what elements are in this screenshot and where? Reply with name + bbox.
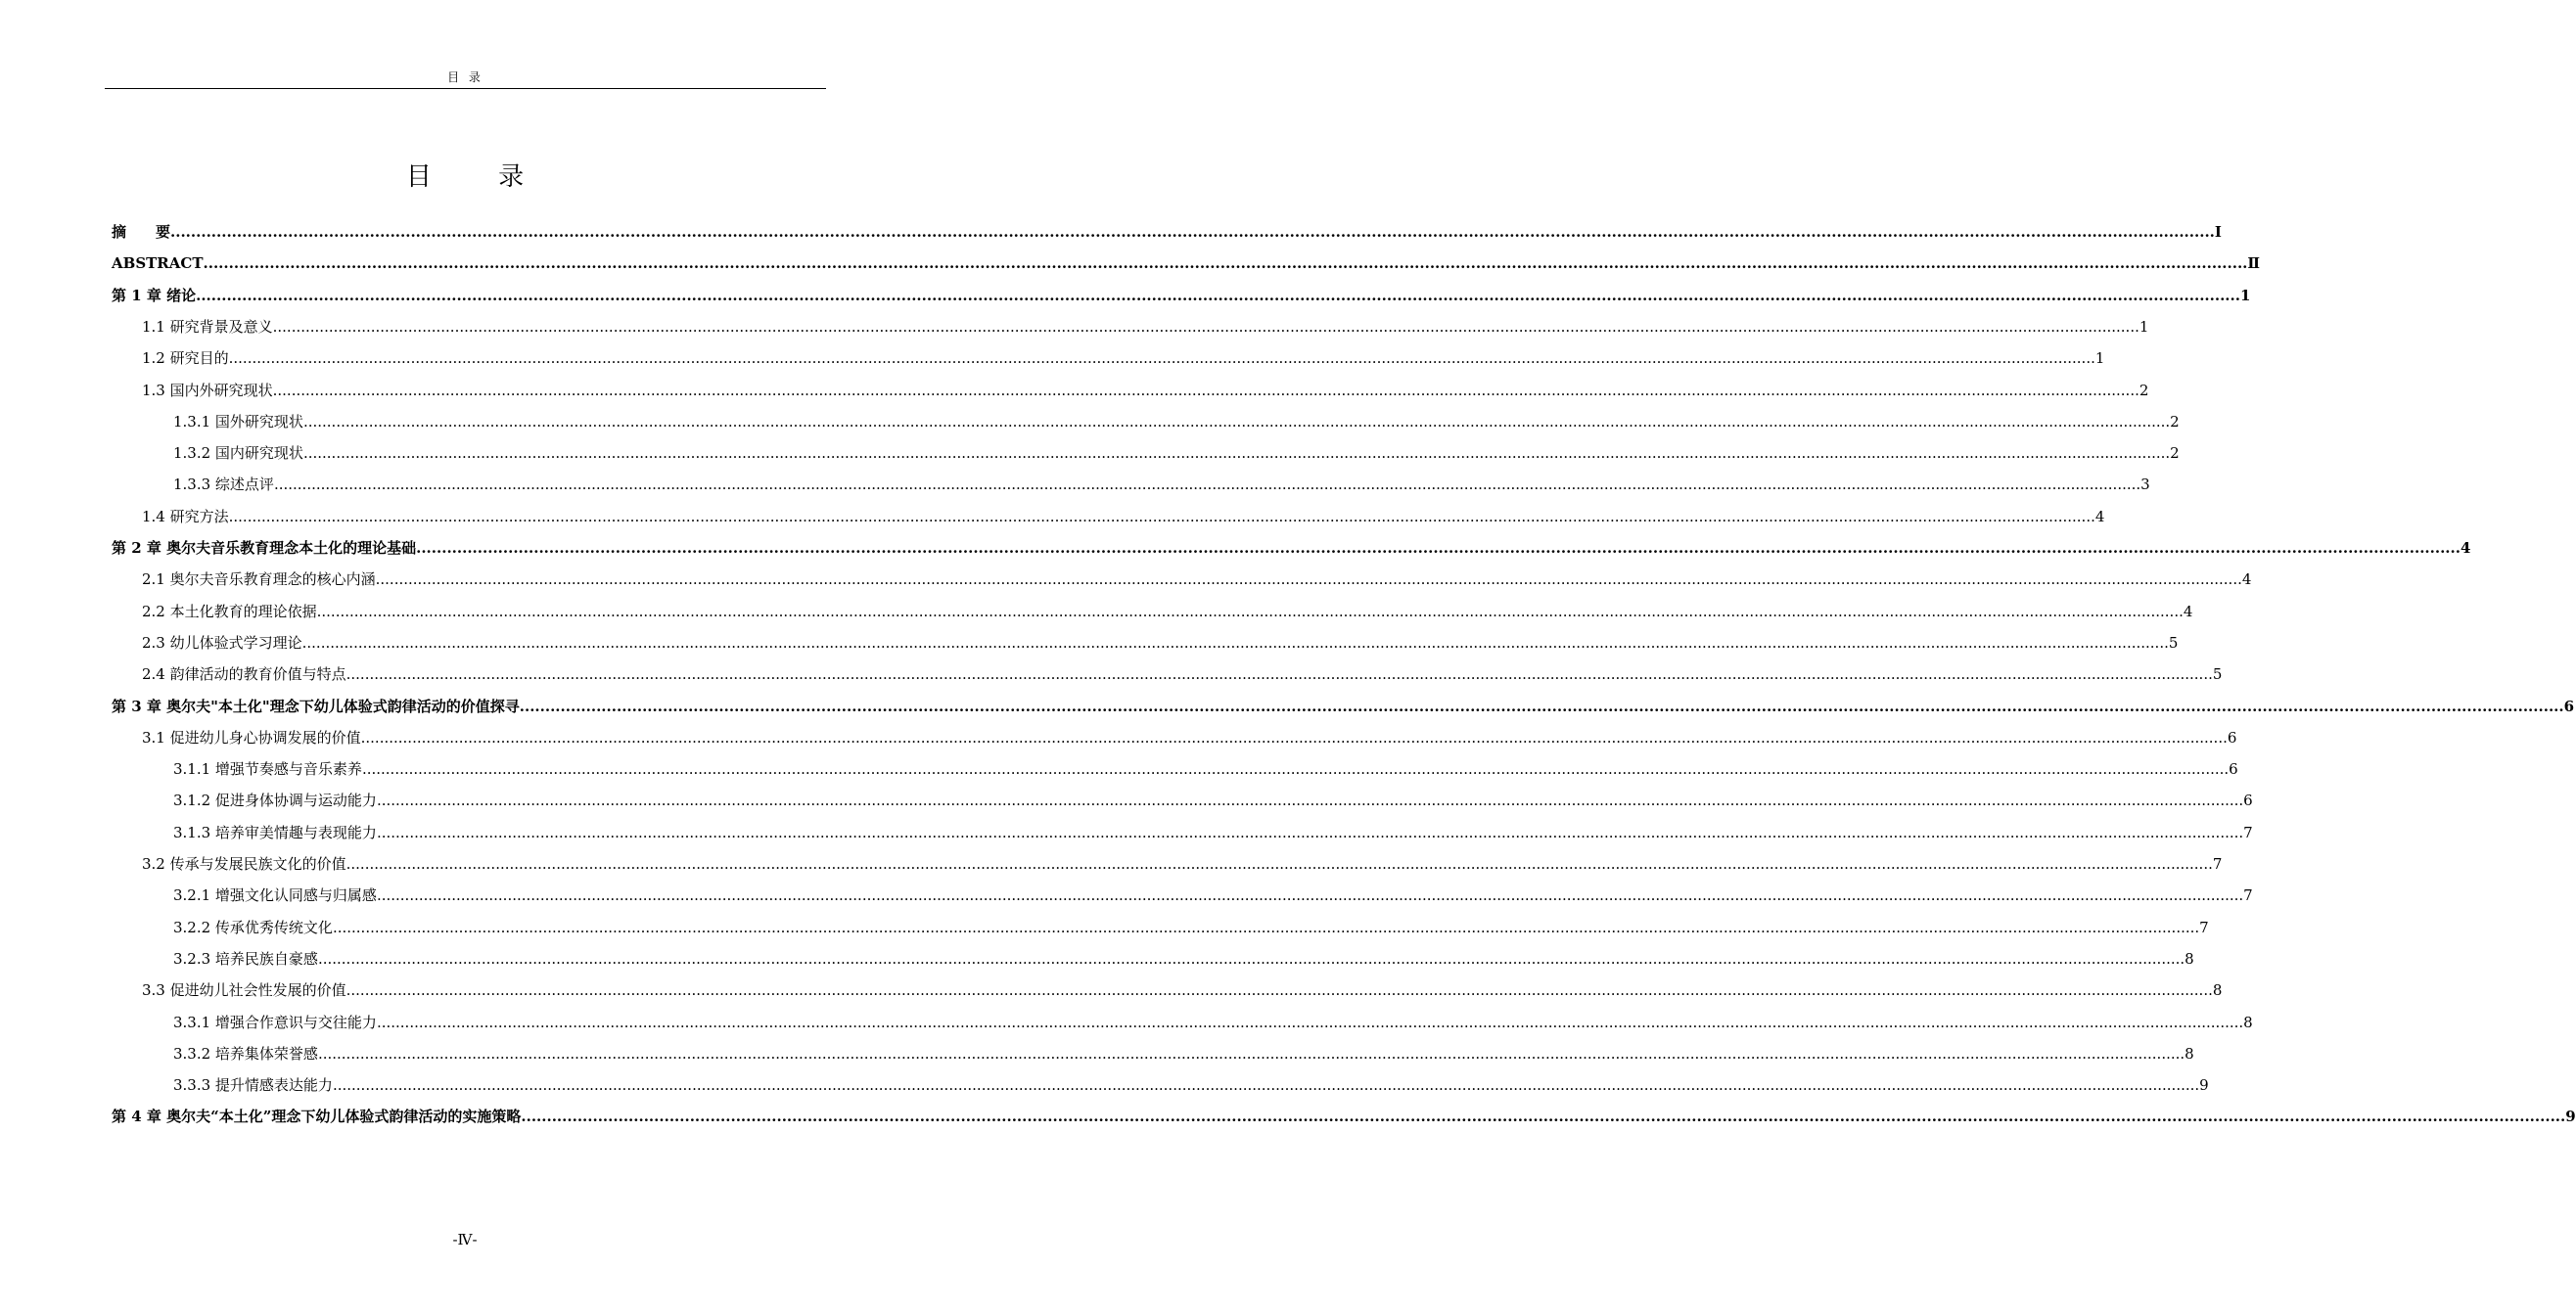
toc-entry-label: 1.3 国内外研究现状	[142, 381, 273, 399]
toc-entry-label: 3.2 传承与发展民族文化的价值	[142, 855, 346, 873]
toc-entry-label: 3.2.3 培养民族自豪感	[173, 949, 318, 968]
toc-entry[interactable]	[112, 222, 2222, 242]
toc-leader-dots: ................................................................................................................................................................................................................................................................................................................................................................................................................	[375, 570, 2242, 589]
toc-leader-dots: ................................................................................................................................................................................................................................................................................................................................................................................................................	[302, 444, 2171, 463]
toc-leader-dots: ................................................................................................................................................................................................................................................................................................................................................................................................................	[272, 317, 2139, 336]
toc-entry[interactable]	[142, 854, 2223, 874]
toc-entry-label: 1.3.3 综述点评	[173, 476, 274, 494]
running-header-text: 目 录	[447, 70, 483, 84]
toc-leader-dots: ................................................................................................................................................................................................................................................................................................................................................................................................................	[416, 539, 2461, 557]
toc-entry-page: 8	[2243, 1013, 2253, 1031]
toc-leader-dots: ................................................................................................................................................................................................................................................................................................................................................................................................................	[345, 855, 2213, 873]
toc-entry[interactable]	[142, 728, 2237, 748]
toc-entry-page: 6	[2227, 728, 2237, 747]
toc-leader-dots: ................................................................................................................................................................................................................................................................................................................................................................................................................	[317, 949, 2185, 968]
toc-entry[interactable]	[112, 286, 2251, 305]
toc-entry-label: ABSTRACT	[112, 254, 204, 273]
toc-leader-dots: ................................................................................................................................................................................................................................................................................................................................................................................................................	[521, 1108, 2566, 1126]
toc-entry[interactable]	[173, 885, 2253, 905]
toc-entry-label: 1.1 研究背景及意义	[142, 317, 273, 336]
toc-entry-label: 3.3 促进幼儿社会性发展的价值	[142, 981, 346, 1000]
toc-entry-label: 3.1 促进幼儿身心协调发展的价值	[142, 728, 361, 747]
toc-entry-label: 第 2 章 奥尔夫音乐教育理念本土化的理论基础	[112, 539, 417, 557]
toc-entry-label: 3.2.2 传承优秀传统文化	[173, 918, 333, 936]
toc-entry[interactable]	[142, 569, 2252, 589]
toc-entry-page: 9	[2565, 1108, 2576, 1126]
toc-leader-dots: ................................................................................................................................................................................................................................................................................................................................................................................................................	[228, 507, 2095, 525]
toc-leader-dots: ................................................................................................................................................................................................................................................................................................................................................................................................................	[519, 697, 2564, 715]
toc-entry-label: 1.2 研究目的	[142, 349, 229, 368]
toc-entry-label: 第 3 章 奥尔夫"本土化"理念下幼儿体验式韵律活动的价值探寻	[112, 697, 520, 715]
toc-leader-dots: ................................................................................................................................................................................................................................................................................................................................................................................................................	[360, 728, 2228, 747]
toc-leader-dots: ................................................................................................................................................................................................................................................................................................................................................................................................................	[196, 286, 2240, 304]
toc-leader-dots: ................................................................................................................................................................................................................................................................................................................................................................................................................	[332, 918, 2200, 936]
toc-entry-page: 5	[2168, 633, 2179, 652]
toc-leader-dots: ................................................................................................................................................................................................................................................................................................................................................................................................................	[376, 886, 2244, 905]
toc-entry-label: 第 1 章 绪论	[112, 286, 197, 304]
toc-entry-page: 4	[2241, 570, 2252, 589]
toc-entry-label: 3.1.3 培养审美情趣与表现能力	[173, 823, 377, 841]
toc-entry[interactable]	[173, 443, 2180, 463]
toc-entry-label: 3.2.1 增强文化认同感与归属感	[173, 886, 377, 905]
toc-entry-page: 1	[2239, 286, 2251, 304]
toc-entry[interactable]	[173, 823, 2253, 842]
toc-entry-label: 1.4 研究方法	[142, 507, 229, 525]
toc-entry[interactable]	[112, 253, 2261, 273]
toc-entry-label: 2.1 奥尔夫音乐教育理念的核心内涵	[142, 570, 376, 589]
toc-entry-page: 8	[2212, 981, 2223, 1000]
toc-entry[interactable]	[173, 412, 2180, 431]
toc-entry[interactable]	[173, 1075, 2209, 1095]
toc-entry-page: 3	[2140, 476, 2150, 494]
toc-leader-dots: ................................................................................................................................................................................................................................................................................................................................................................................................................	[376, 823, 2244, 841]
toc-entry-label: 3.1.2 促进身体协调与运动能力	[173, 792, 377, 810]
toc-entry[interactable]	[173, 918, 2209, 937]
toc-entry[interactable]	[142, 507, 2105, 526]
toc-entry-label: 第 4 章 奥尔夫“本土化”理念下幼儿体验式韵律活动的实施策略	[112, 1108, 522, 1126]
toc-entry-page: 1	[2139, 317, 2149, 336]
toc-leader-dots: ................................................................................................................................................................................................................................................................................................................................................................................................................	[273, 476, 2141, 494]
toc-entry-label: 3.3.3 提升情感表达能力	[173, 1076, 333, 1095]
toc-leader-dots: ................................................................................................................................................................................................................................................................................................................................................................................................................	[345, 981, 2213, 1000]
toc-entry-page: 2	[2170, 444, 2180, 463]
toc-leader-dots: ................................................................................................................................................................................................................................................................................................................................................................................................................	[345, 665, 2213, 684]
toc-leader-dots: ................................................................................................................................................................................................................................................................................................................................................................................................................	[376, 792, 2244, 810]
toc-entry[interactable]	[142, 980, 2223, 1000]
toc-leader-dots: ................................................................................................................................................................................................................................................................................................................................................................................................................	[317, 1044, 2185, 1063]
toc-leader-dots: ................................................................................................................................................................................................................................................................................................................................................................................................................	[203, 254, 2248, 273]
toc-entry[interactable]	[142, 633, 2179, 653]
toc-entry[interactable]	[142, 348, 2105, 368]
toc-entry[interactable]	[112, 697, 2575, 716]
toc-leader-dots: ................................................................................................................................................................................................................................................................................................................................................................................................................	[332, 1076, 2200, 1095]
toc-entry[interactable]	[142, 602, 2193, 621]
toc-entry[interactable]	[173, 475, 2150, 494]
toc-entry-page: 7	[2243, 886, 2253, 905]
toc-leader-dots: ................................................................................................................................................................................................................................................................................................................................................................................................................	[228, 349, 2095, 368]
toc-entry-label: 3.3.2 培养集体荣誉感	[173, 1044, 318, 1063]
toc-entry[interactable]	[112, 1107, 2576, 1126]
toc-entry-page: 6	[2563, 697, 2575, 715]
toc-entry-label: 摘 要	[112, 223, 171, 241]
toc-entry[interactable]	[173, 949, 2194, 969]
toc-entry-page: Ⅱ	[2247, 254, 2261, 273]
toc-entry-page: 7	[2212, 855, 2223, 873]
toc-leader-dots: ................................................................................................................................................................................................................................................................................................................................................................................................................	[302, 412, 2171, 431]
toc-leader-dots: ................................................................................................................................................................................................................................................................................................................................................................................................................	[301, 633, 2169, 652]
toc-entry-label: 3.3.1 增强合作意识与交往能力	[173, 1013, 377, 1031]
toc-entry-page: 6	[2229, 760, 2238, 779]
toc-entry-page: 2	[2170, 412, 2180, 431]
toc-entry-page: 8	[2185, 1044, 2194, 1063]
page-number: -Ⅳ-	[452, 1231, 478, 1248]
toc-entry-page: 4	[2094, 507, 2105, 525]
toc-entry-page: 5	[2212, 665, 2223, 684]
toc-entry-label: 1.3.2 国内研究现状	[173, 444, 303, 463]
toc-entry-page: 9	[2199, 1076, 2209, 1095]
toc-entry-label: 1.3.1 国外研究现状	[173, 412, 303, 431]
toc-leader-dots: ................................................................................................................................................................................................................................................................................................................................................................................................................	[376, 1013, 2244, 1031]
toc-entry[interactable]	[142, 381, 2149, 400]
toc-entry[interactable]	[142, 664, 2223, 684]
toc-entry-page: 2	[2139, 381, 2149, 399]
toc-entry-label: 2.3 幼儿体验式学习理论	[142, 633, 302, 652]
toc-entry[interactable]	[173, 791, 2253, 810]
running-header	[105, 70, 826, 89]
toc-entry-page: 6	[2243, 792, 2253, 810]
toc-entry[interactable]	[112, 538, 2471, 558]
toc-entry[interactable]	[173, 1013, 2253, 1032]
toc-entry-page: 7	[2243, 823, 2253, 841]
toc-entry-page: 7	[2199, 918, 2209, 936]
toc-entry-page: 1	[2094, 349, 2105, 368]
toc-entry[interactable]	[173, 759, 2238, 779]
toc-leader-dots: ................................................................................................................................................................................................................................................................................................................................................................................................................	[316, 602, 2184, 620]
toc-entry-label: 2.4 韵律活动的教育价值与特点	[142, 665, 346, 684]
toc-leader-dots: ................................................................................................................................................................................................................................................................................................................................................................................................................	[272, 381, 2139, 399]
toc-entry-page: 4	[2460, 539, 2471, 557]
toc-entry-page: 4	[2183, 602, 2193, 620]
toc-entry-label: 2.2 本土化教育的理论依据	[142, 602, 317, 620]
toc-leader-dots: ................................................................................................................................................................................................................................................................................................................................................................................................................	[361, 760, 2230, 779]
page-title: 目 录	[405, 162, 554, 192]
toc-entry[interactable]	[173, 1044, 2194, 1064]
toc-entry-page: Ⅰ	[2214, 223, 2222, 241]
toc-leader-dots: ................................................................................................................................................................................................................................................................................................................................................................................................................	[170, 223, 2215, 241]
toc-entry[interactable]	[142, 317, 2149, 337]
toc-entry-page: 8	[2185, 949, 2194, 968]
toc-entry-label: 3.1.1 增强节奏感与音乐素养	[173, 760, 362, 779]
